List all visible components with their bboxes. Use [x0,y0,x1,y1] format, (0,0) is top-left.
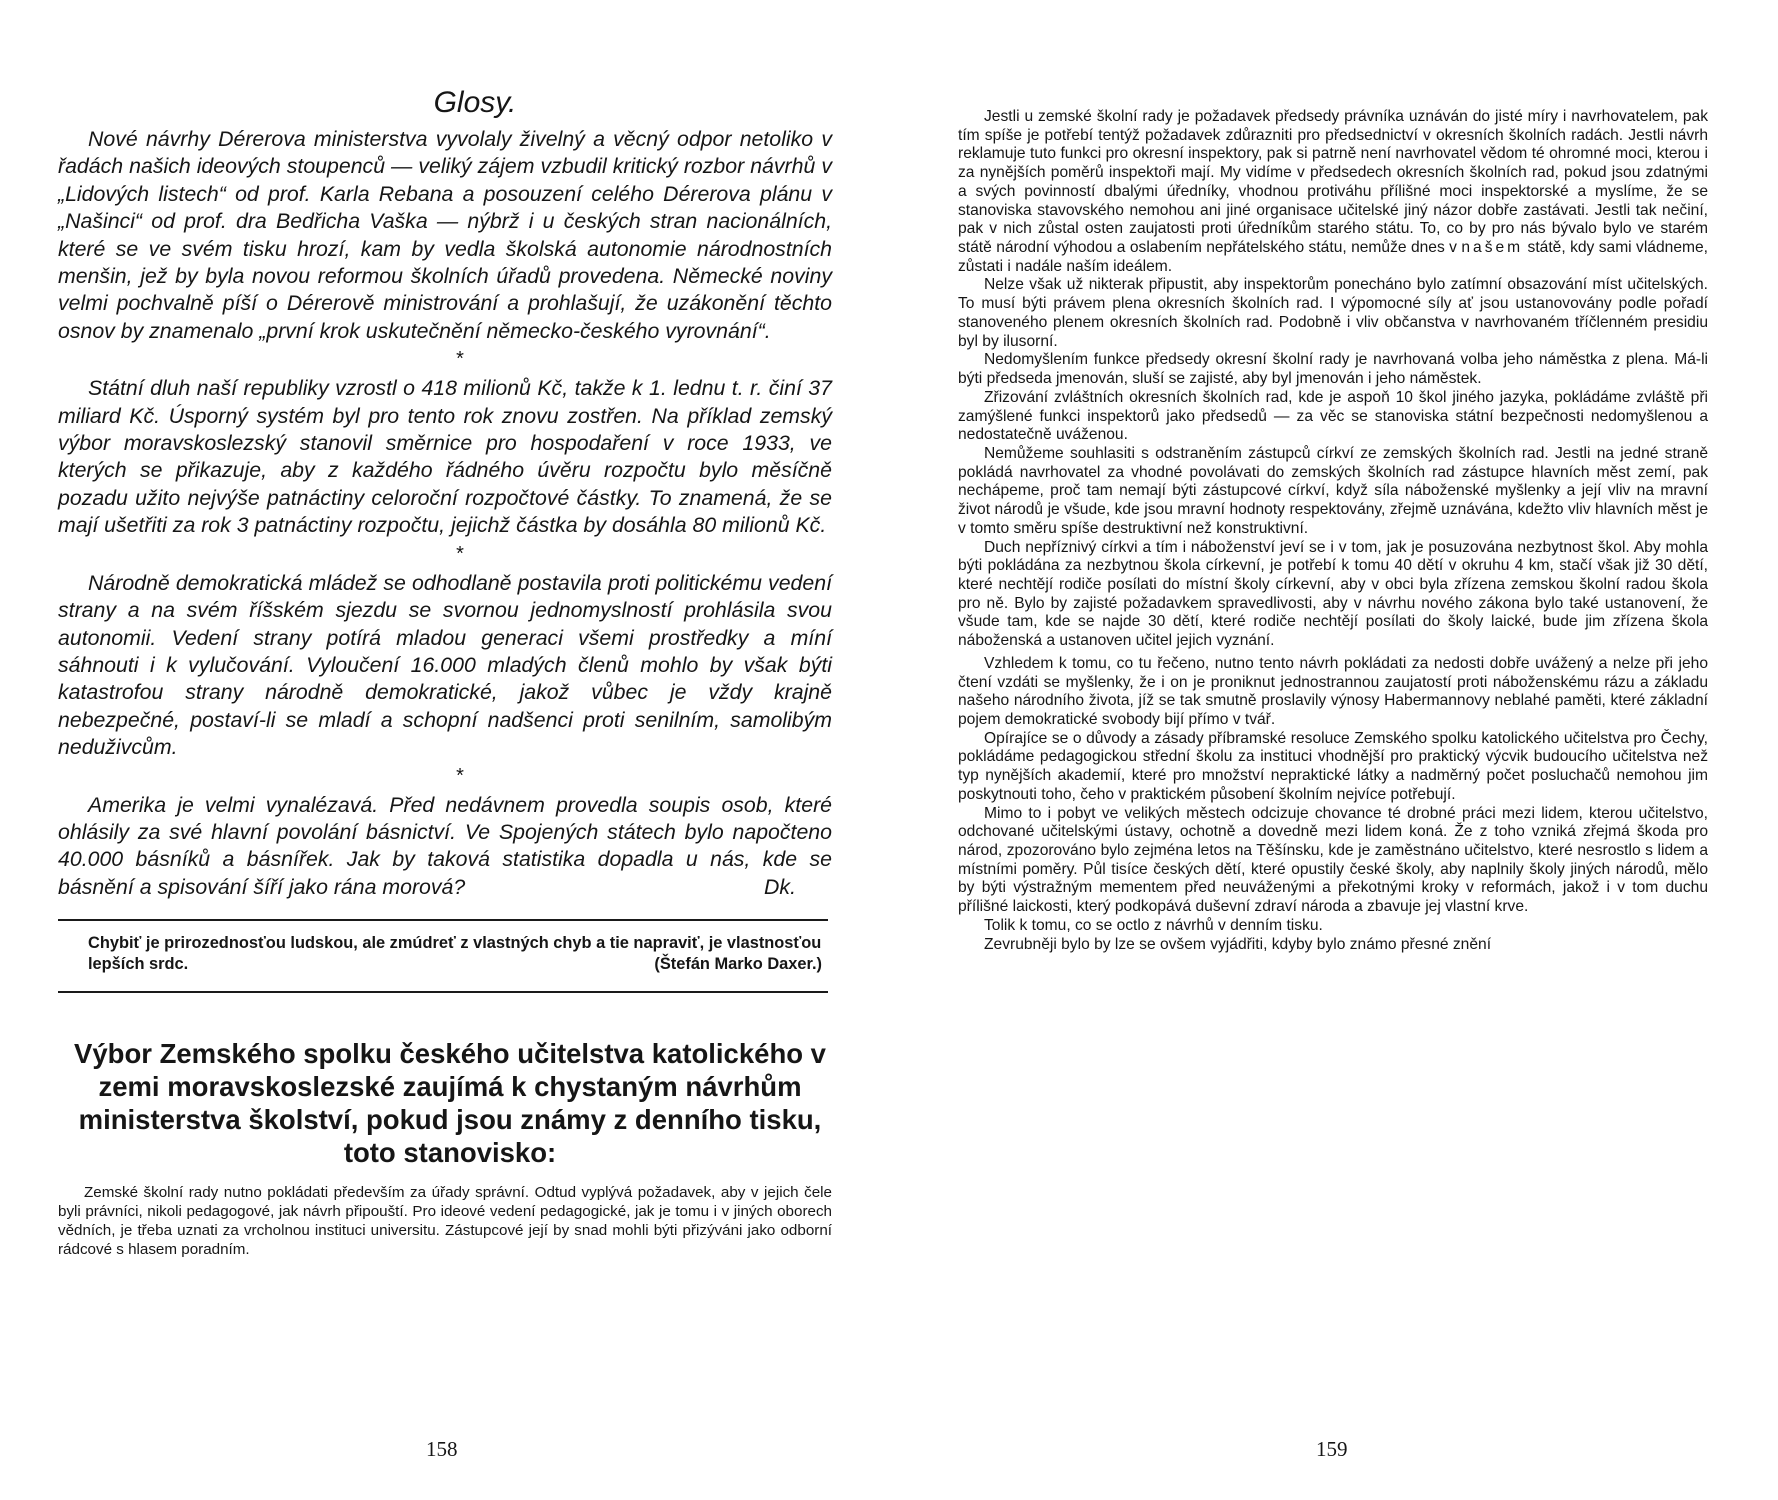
glosy-title: Glosy. [433,86,517,119]
quote-box [58,933,832,975]
paragraph: Opírajíce se o důvody a zásady příbramské resoluce Zemského spolku katolického učitelstva pro Čechy, pokládáme pedagogickou střední školu za instituci vhodnější pro praktický výcvik budoucího učitelstva než typ nynějších akademií, které pro množství nepraktické látky a nadměrný počet posluchačů nemohou jim poskytnouti toho, čeho v praktickém působení školním nejvíce potřebují. [958,729,1708,803]
paragraph: Zevrubněji bylo by lze se ovšem vyjádřiti, kdyby bylo známo přesné znění [984,935,1492,953]
paragraph: Duch nepříznivý církvi a tím i náboženství jeví se i v tom, jak je posuzována nezbytnost škol. Aby mohla býti pokládána za nezbytnou škola církevní, je potřebí k tomu 40 dětí v okruhu 4 km, stačí však již 30 dětí, které nechtějí rodiče posílati do místní školy církevní, aby v obci byla zřízena zemskou školní radou škola pro ně. Bylo by zajisté požadavkem spravedlivosti, aby v návrhu nového zákona bylo také ustanovení, že všude tam, kde se najde 30 dětí, které rodiče nechtějí posílati do školy laické, bude jim zřízena škola náboženská a ustanoven učitel jejich vyznání. [958,538,1708,650]
right-page [958,108,1708,954]
paragraph-text: státě, kdy sami vládneme, zůstati i nadále naším ideálem. [958,239,1708,275]
spaced-word: našem [1461,239,1524,257]
page-number-left: 158 [426,1437,458,1461]
paragraph: Nedomyšlením funkce předsedy okresní školní rady je navrhovaná volba jeho náměstka z plena. Má-li býti předseda jmenován, sluší se zajisté, aby byl jmenován i jeho náměstek. [958,351,1708,388]
gloss-paragraph: Státní dluh naší republiky vzrostl o 418 milionů Kč, takže k 1. lednu t. r. činí 37 miliard Kč. Úsporný systém byl pro tento rok znovu zostřen. Na příklad zemský výbor moravskoslezský stanovil směrnice pro hospodaření v roce 1933, ve kterých se přikazuje, aby z každého řádného úvěru rozpočtu bylo měsíčně pozadu užito nejvýše patnáctiny celoroční rozpočtové částky. To znamená, že se mají ušetřiti za rok 3 patnáctiny rozpočtu, jejichž částka by dosáhla 80 milionů Kč. [58,376,832,538]
paragraph [958,108,1708,276]
section-separator: * [456,764,464,787]
left-page [58,86,832,1259]
quote-attribution: (Štefán Marko Daxer.) [654,955,822,974]
section-separator: * [456,348,464,371]
gloss-signature: Dk. [764,874,796,899]
paragraph-text: Jestli u zemské školní rady je požadavek předsedy právníka uznáván do jisté míry i navrhovatelem, pak tím spíše je potřebí tentýž požadavek zdůrazniti pro předsednictví v okresních školních radách. Jestli návrh reklamuje tuto funkci pro okresní inspektory, pak si patrně není navrhovatel vědom té ohromné moci, kterou i za nynějších poměrů inspektoři mají. My vidíme v předsedech okresních školních rad, pokud jsou zdatnými a svých povinností dbalými úředníky, vhodnou protiváhu přílišné moci inspektorské a myslíme, že se stanoviska stavovského nemohou ani jiné organisace učitelské jiný názor dobře zastávati. Jestli tak nečiní, pak v nich zůstal osten zaujatosti proti úředníkům starého státu. To, co by pro nás bývalo bylo ve starém státě národní výhodou a oslabením nepřátelského státu, nemůže dnes v [958,108,1708,257]
gloss-paragraph-last [58,792,832,902]
section-separator: * [456,542,464,565]
gloss-text: Amerika je velmi vynalézavá. Před nedávnem provedla soupis osob, které ohlásily za své hlavní povolání básnictví. Ve Spojených státech bylo napočteno 40.000 básníků a básnířek. Jak by taková statistika dopadla u nás, kde se básnění a spisování šíří jako rána morová? [58,792,832,899]
paragraph: Zřizování zvláštních okresních školních rad, kde je aspoň 10 škol jiného jazyka, pokládáme zvláště při zamýšlené funkci inspektorů jako předsedů — za věc se stanoviska státní bezpečnosti nedomyšlenou a nedostatečně uváženou. [958,388,1708,444]
paragraph: Nelze však už nikterak připustit, aby inspektorům ponecháno bylo zatímní obsazování míst učitelských. To musí býti právem plena okresních školních rad. I výpomocné síly ať jsou ustanovovány podle pořadí stanoveného plenem okresních školních rad. Podobně i vliv občanstva v navrhovaném tříčlenném presidiu byl by ilusorní. [958,276,1708,350]
article-body: Zemské školní rady nutno pokládati především za úřady správní. Odtud vyplývá požadavek, aby v jejich čele byli právníci, nikoli pedagogové, jak návrh připouští. Pro ideové vedení pedagogické, jak je tomu i v jiných oborech vědních, je třeba uznati za vrcholnou instituci universitu. Zástupcové její by snad mohli býti přizýváni jako odborní rádcové s hlasem poradním. [58,1184,832,1259]
paragraph: Mimo to i pobyt ve velikých městech odcizuje chovance té drobné práci mezi lidem, kterou učitelstvo, odchované učitelskými ústavy, ochotně a dovedně mezi lidem koná. Že z toho vzniká zřejmá škoda pro národ, zpozorováno bylo zejména letos na Těšínsku, kde je zaměstnáno učitelstvo, které nesrostlo s lidem a místními poměry. Půl tisíce českých dětí, které opustily české školy, aby naplnily školy jiných národů, mělo by býti výstražným mementem před neuváženými a překotnými kroky v reformách, jakož i v tom duchu přílišné laickosti, který podkopává duševní zdraví národa a zbavuje jej vlastní krve. [958,804,1708,916]
paragraph: Nemůžeme souhlasiti s odstraněním zástupců církví ze zemských školních rad. Jestli na jedné straně pokládá navrhovatel za vhodné povolávati do zemských školních rad zástupce hlavních měst zemí, pak nechápeme, proč tam nemají býti zástupcové církví, když síla náboženské myšlenky a její vliv na mravní život národů je všude, kde jsou mravní hodnoty respektovány, zřejmě uznávána, kdežto vliv hlavních měst je v tomto směru spíše destruktivní než konstruktivní. [958,444,1708,537]
gloss-paragraph: Nové návrhy Dérerova ministerstva vyvolaly živelný a věcný odpor netoliko v řadách našich ideových stoupenců — veliký zájem vzbudil kritický rozbor návrhů v „Lidových listech“ od prof. Karla Rebana a posouzení celého Dérerova plánu v „Našinci“ od prof. dra Bedřicha Vaška — nýbrž i u českých stran nacionálních, které se ve svém tisku hrozí, kam by vedla školská autonomie národnostních menšin, jež by byla novou reformou školních úřadů provedena. Německé noviny velmi pochvalně píší o Dérerově ministrování a prohlašují, že uzákonění těchto osnov by znamenalo „první krok uskutečnění německo-českého vyrovnání“. [58,127,832,343]
horizontal-rule [58,991,828,993]
horizontal-rule [58,919,828,921]
quote-text: Chybiť je prirozednosťou ludskou, ale zmúdreť z vlastných chyb a tie napraviť, je vlastnosťou lepších srdc. [88,934,822,974]
article-heading: Výbor Zemského spolku českého učitelstva katolického v zemi moravskoslezské zaujímá k chystaným návrhům ministerstva školství, pokud jsou známy z denního tisku, toto stanovisko: [74,1038,826,1169]
page-number-right: 159 [1316,1437,1348,1461]
paragraph: Tolik k tomu, co se octlo z návrhů v denním tisku. [984,916,1323,934]
gloss-paragraph: Národně demokratická mládež se odhodlaně postavila proti politickému vedení strany a na svém říšském sjezdu se svornou jednomyslností prohlásila svou autonomii. Vedení strany potírá mladou generaci všemi prostředky a míní sáhnouti i k vylučování. Vyloučení 16.000 mladých členů mohlo by však býti katastrofou strany národně demokratické, jakož vůbec je vždy krajně nebezpečné, postaví-li se mladí a schopní nadšenci proti senilním, samolibým neduživcům. [58,570,832,760]
paragraph: Vzhledem k tomu, co tu řečeno, nutno tento návrh pokládati za nedosti dobře uvážený a nelze při jeho čtení vzdáti se myšlenky, že i on je proniknut jednostrannou zaujatostí proti náboženskému rázu a základu našeho národního života, jíž se tak smutně proslavily výnosy Habermannovy neblahé paměti, které základní pojem demokratické svobody bijí přímo v tvář. [958,654,1708,728]
